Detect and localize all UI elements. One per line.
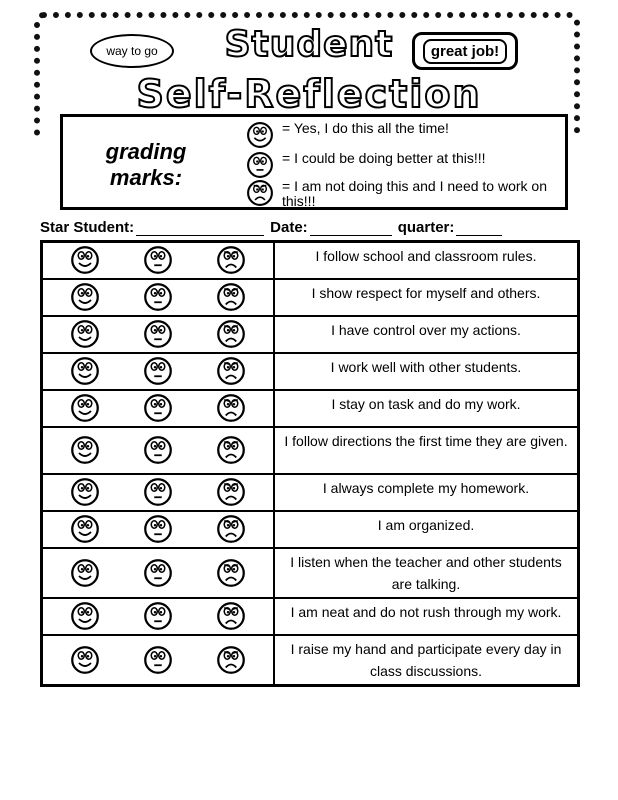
happy-face-icon[interactable]	[70, 601, 100, 631]
happy-face-icon[interactable]	[70, 558, 100, 588]
table-row	[42, 548, 579, 598]
student-name-field[interactable]	[136, 219, 264, 236]
statement-cell: I show respect for myself and others.	[274, 279, 579, 316]
table-row	[42, 390, 579, 427]
table-row	[42, 353, 579, 390]
neutral-face-icon[interactable]	[143, 435, 173, 465]
statement-cell: I am organized.	[274, 511, 579, 548]
title-student: Student	[224, 24, 394, 65]
face-choices-cell	[42, 353, 275, 390]
happy-face-icon[interactable]	[70, 514, 100, 544]
happy-face-icon[interactable]	[70, 282, 100, 312]
neutral-face-icon[interactable]	[143, 319, 173, 349]
sad-face-icon[interactable]	[216, 356, 246, 386]
neutral-face-icon[interactable]	[143, 477, 173, 507]
legend-text-neutral: = I could be doing better at this!!!	[282, 150, 486, 166]
statement-cell: I raise my hand and participate every day in class discussions.	[274, 635, 579, 686]
happy-face-icon[interactable]	[70, 645, 100, 675]
sad-face-icon[interactable]	[216, 645, 246, 675]
sad-face-icon	[246, 179, 274, 207]
grading-marks-legend	[60, 114, 568, 210]
table-row	[42, 635, 579, 686]
face-choices-cell	[42, 474, 275, 511]
date-field[interactable]	[310, 219, 392, 236]
neutral-face-icon[interactable]	[143, 645, 173, 675]
neutral-face-icon[interactable]	[143, 245, 173, 275]
face-choices-cell	[42, 635, 275, 686]
student-info-line	[40, 216, 580, 236]
sad-face-icon[interactable]	[216, 601, 246, 631]
happy-face-icon[interactable]	[70, 356, 100, 386]
neutral-face-icon	[246, 151, 274, 179]
legend-text-sad: = I am not doing this and I need to work on this!!!	[282, 178, 548, 209]
legend-item-happy	[246, 121, 552, 149]
quarter-label: quarter:	[397, 219, 455, 236]
face-choices-cell	[42, 390, 275, 427]
star-student-label: Star Student:	[40, 219, 135, 236]
table-row	[42, 427, 579, 474]
neutral-face-icon[interactable]	[143, 558, 173, 588]
happy-face-icon[interactable]	[70, 319, 100, 349]
way-to-go-text: way to go	[106, 44, 158, 58]
table-row	[42, 598, 579, 635]
neutral-face-icon[interactable]	[143, 601, 173, 631]
table-row	[42, 316, 579, 353]
face-choices-cell	[42, 548, 275, 598]
legend-item-neutral	[246, 151, 552, 179]
happy-face-icon[interactable]	[70, 245, 100, 275]
face-choices-cell	[42, 598, 275, 635]
legend-item-sad	[246, 179, 552, 209]
neutral-face-icon[interactable]	[143, 282, 173, 312]
face-choices-cell	[42, 279, 275, 316]
great-job-text: great job!	[423, 39, 507, 64]
neutral-face-icon[interactable]	[143, 356, 173, 386]
sad-face-icon[interactable]	[216, 514, 246, 544]
sad-face-icon[interactable]	[216, 319, 246, 349]
neutral-face-icon[interactable]	[143, 393, 173, 423]
happy-face-icon[interactable]	[70, 393, 100, 423]
statement-cell: I am neat and do not rush through my work.	[274, 598, 579, 635]
statement-cell: I stay on task and do my work.	[274, 390, 579, 427]
statement-cell: I follow school and classroom rules.	[274, 242, 579, 279]
happy-face-icon[interactable]	[70, 477, 100, 507]
quarter-field[interactable]	[456, 219, 502, 236]
table-row	[42, 474, 579, 511]
happy-face-icon	[246, 121, 274, 149]
sad-face-icon[interactable]	[216, 558, 246, 588]
sad-face-icon[interactable]	[216, 393, 246, 423]
statement-cell: I listen when the teacher and other students are talking.	[274, 548, 579, 598]
neutral-face-icon[interactable]	[143, 514, 173, 544]
statement-cell: I work well with other students.	[274, 353, 579, 390]
statement-cell: I have control over my actions.	[274, 316, 579, 353]
sad-face-icon[interactable]	[216, 245, 246, 275]
statement-cell: I always complete my homework.	[274, 474, 579, 511]
date-label: Date:	[270, 219, 308, 236]
face-choices-cell	[42, 316, 275, 353]
statement-cell: I follow directions the first time they are given.	[274, 427, 579, 474]
grading-marks-title: grading marks:	[105, 139, 187, 190]
table-row	[42, 279, 579, 316]
title-self-reflection: Self-Reflection	[136, 72, 482, 116]
sad-face-icon[interactable]	[216, 477, 246, 507]
sad-face-icon[interactable]	[216, 435, 246, 465]
table-row	[42, 242, 579, 279]
happy-face-icon[interactable]	[70, 435, 100, 465]
legend-text-happy: = Yes, I do this all the time!	[282, 120, 449, 136]
table-row	[42, 511, 579, 548]
reflection-table	[40, 240, 580, 687]
face-choices-cell	[42, 427, 275, 474]
face-choices-cell	[42, 242, 275, 279]
sad-face-icon[interactable]	[216, 282, 246, 312]
face-choices-cell	[42, 511, 275, 548]
